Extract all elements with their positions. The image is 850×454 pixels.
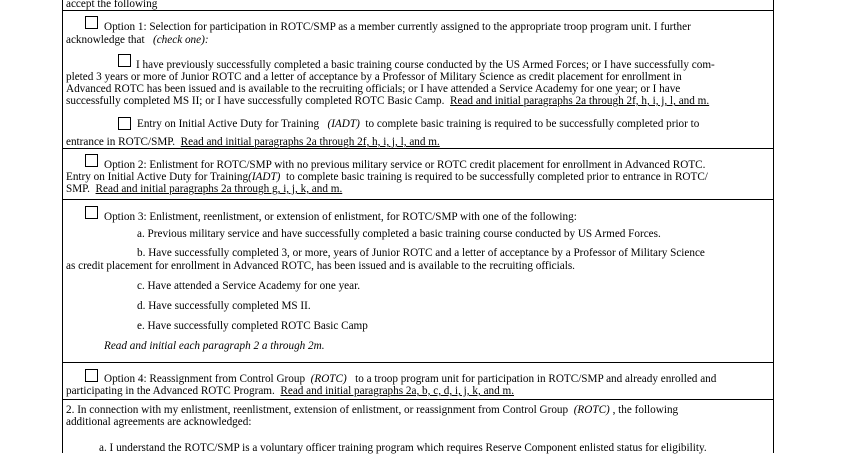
- option3-line1: Option 3: Enlistment, reenlistment, or extension of enlistment, for ROTC/SMP with one of the following:: [104, 211, 577, 223]
- option4-line2: participating in the Advanced ROTC Program. Read and initial paragraphs 2a, b, c, d, i, j, k, and m.: [66, 385, 515, 397]
- option1a-line3: Advanced ROTC has been issued and is available to the recruiting officials; or I have attended a Service Academy for one year; or I have: [66, 83, 681, 95]
- divider: [62, 399, 773, 400]
- option2-checkbox[interactable]: [85, 154, 98, 167]
- divider: [62, 199, 773, 200]
- option1-checkbox[interactable]: [85, 16, 98, 29]
- option4-checkbox[interactable]: [85, 369, 98, 382]
- option1a-line1: I have previously successfully completed a basic training course conducted by the US Armed Forces; or I have successfully com-: [136, 59, 715, 71]
- divider: [62, 148, 773, 149]
- section2-item-a: a. I understand the ROTC/SMP is a voluntary officer training program which requires Reserve Component enlisted status for eligibility.: [99, 442, 707, 454]
- option1-line2: acknowledge that (check one):: [66, 34, 209, 46]
- option3-item-a: a. Previous military service and have successfully completed a basic training course conducted by US Armed Forces.: [137, 228, 661, 240]
- option3-item-d: d. Have successfully completed MS II.: [137, 300, 311, 312]
- section2-line1: 2. In connection with my enlistment, reenlistment, extension of enlistment, or reassignment from Control Group (ROTC) , the following: [66, 404, 679, 416]
- option2-line3: SMP. Read and initial paragraphs 2a through g, i, j, k, and m.: [66, 183, 343, 195]
- option3-item-e: e. Have successfully completed ROTC Basic Camp: [137, 320, 368, 332]
- option2-line1: Option 2: Enlistment for ROTC/SMP with no previous military service or ROTC credit placement for enrollment in Advanced ROTC.: [104, 159, 706, 171]
- option1b-line1: Entry on Initial Active Duty for Training (IADT) to complete basic training is required to be successfully completed prior to: [137, 118, 700, 130]
- section2-line2: additional agreements are acknowledged:: [66, 416, 252, 428]
- option1a-line4: successfully completed MS II; or I have successfully completed ROTC Basic Camp. Read and initial paragraphs 2a through 2f, h, i, j, l, and m.: [66, 95, 710, 107]
- option3-item-c: c. Have attended a Service Academy for one year.: [137, 280, 361, 292]
- divider: [62, 10, 773, 11]
- option1a-line2: pleted 3 years or more of Junior ROTC and a letter of acceptance by a Professor of Military Science as credit placement for enrollment in: [66, 71, 682, 83]
- option1b-line2: entrance in ROTC/SMP. Read and initial paragraphs 2a through 2f, h, i, j, l, and m.: [66, 136, 440, 148]
- option3-checkbox[interactable]: [85, 206, 98, 219]
- option1a-checkbox[interactable]: [118, 54, 131, 67]
- option3-read: Read and initial each paragraph 2 a through 2m.: [104, 340, 325, 352]
- option3-item-b2: as credit placement for enrollment in Advanced ROTC, has been issued and is available to the recruiting officials.: [66, 260, 575, 272]
- option1b-checkbox[interactable]: [118, 117, 131, 130]
- option4-line1: Option 4: Reassignment from Control Group (ROTC) to a troop program unit for participation in ROTC/SMP and already enrolled and: [104, 373, 717, 385]
- divider: [62, 362, 773, 363]
- option1-line1: Option 1: Selection for participation in ROTC/SMP as a member currently assigned to the appropriate troop program unit. I further: [104, 21, 691, 33]
- header-line: accept the following: [66, 0, 158, 10]
- option3-item-b1: b. Have successfully completed 3, or more, years of Junior ROTC and a letter of acceptance by a Professor of Military Science: [137, 247, 705, 259]
- option2-line2: Entry on Initial Active Duty for Training(IADT) to complete basic training is required to be successfully completed prior to entrance in ROTC/: [66, 171, 708, 183]
